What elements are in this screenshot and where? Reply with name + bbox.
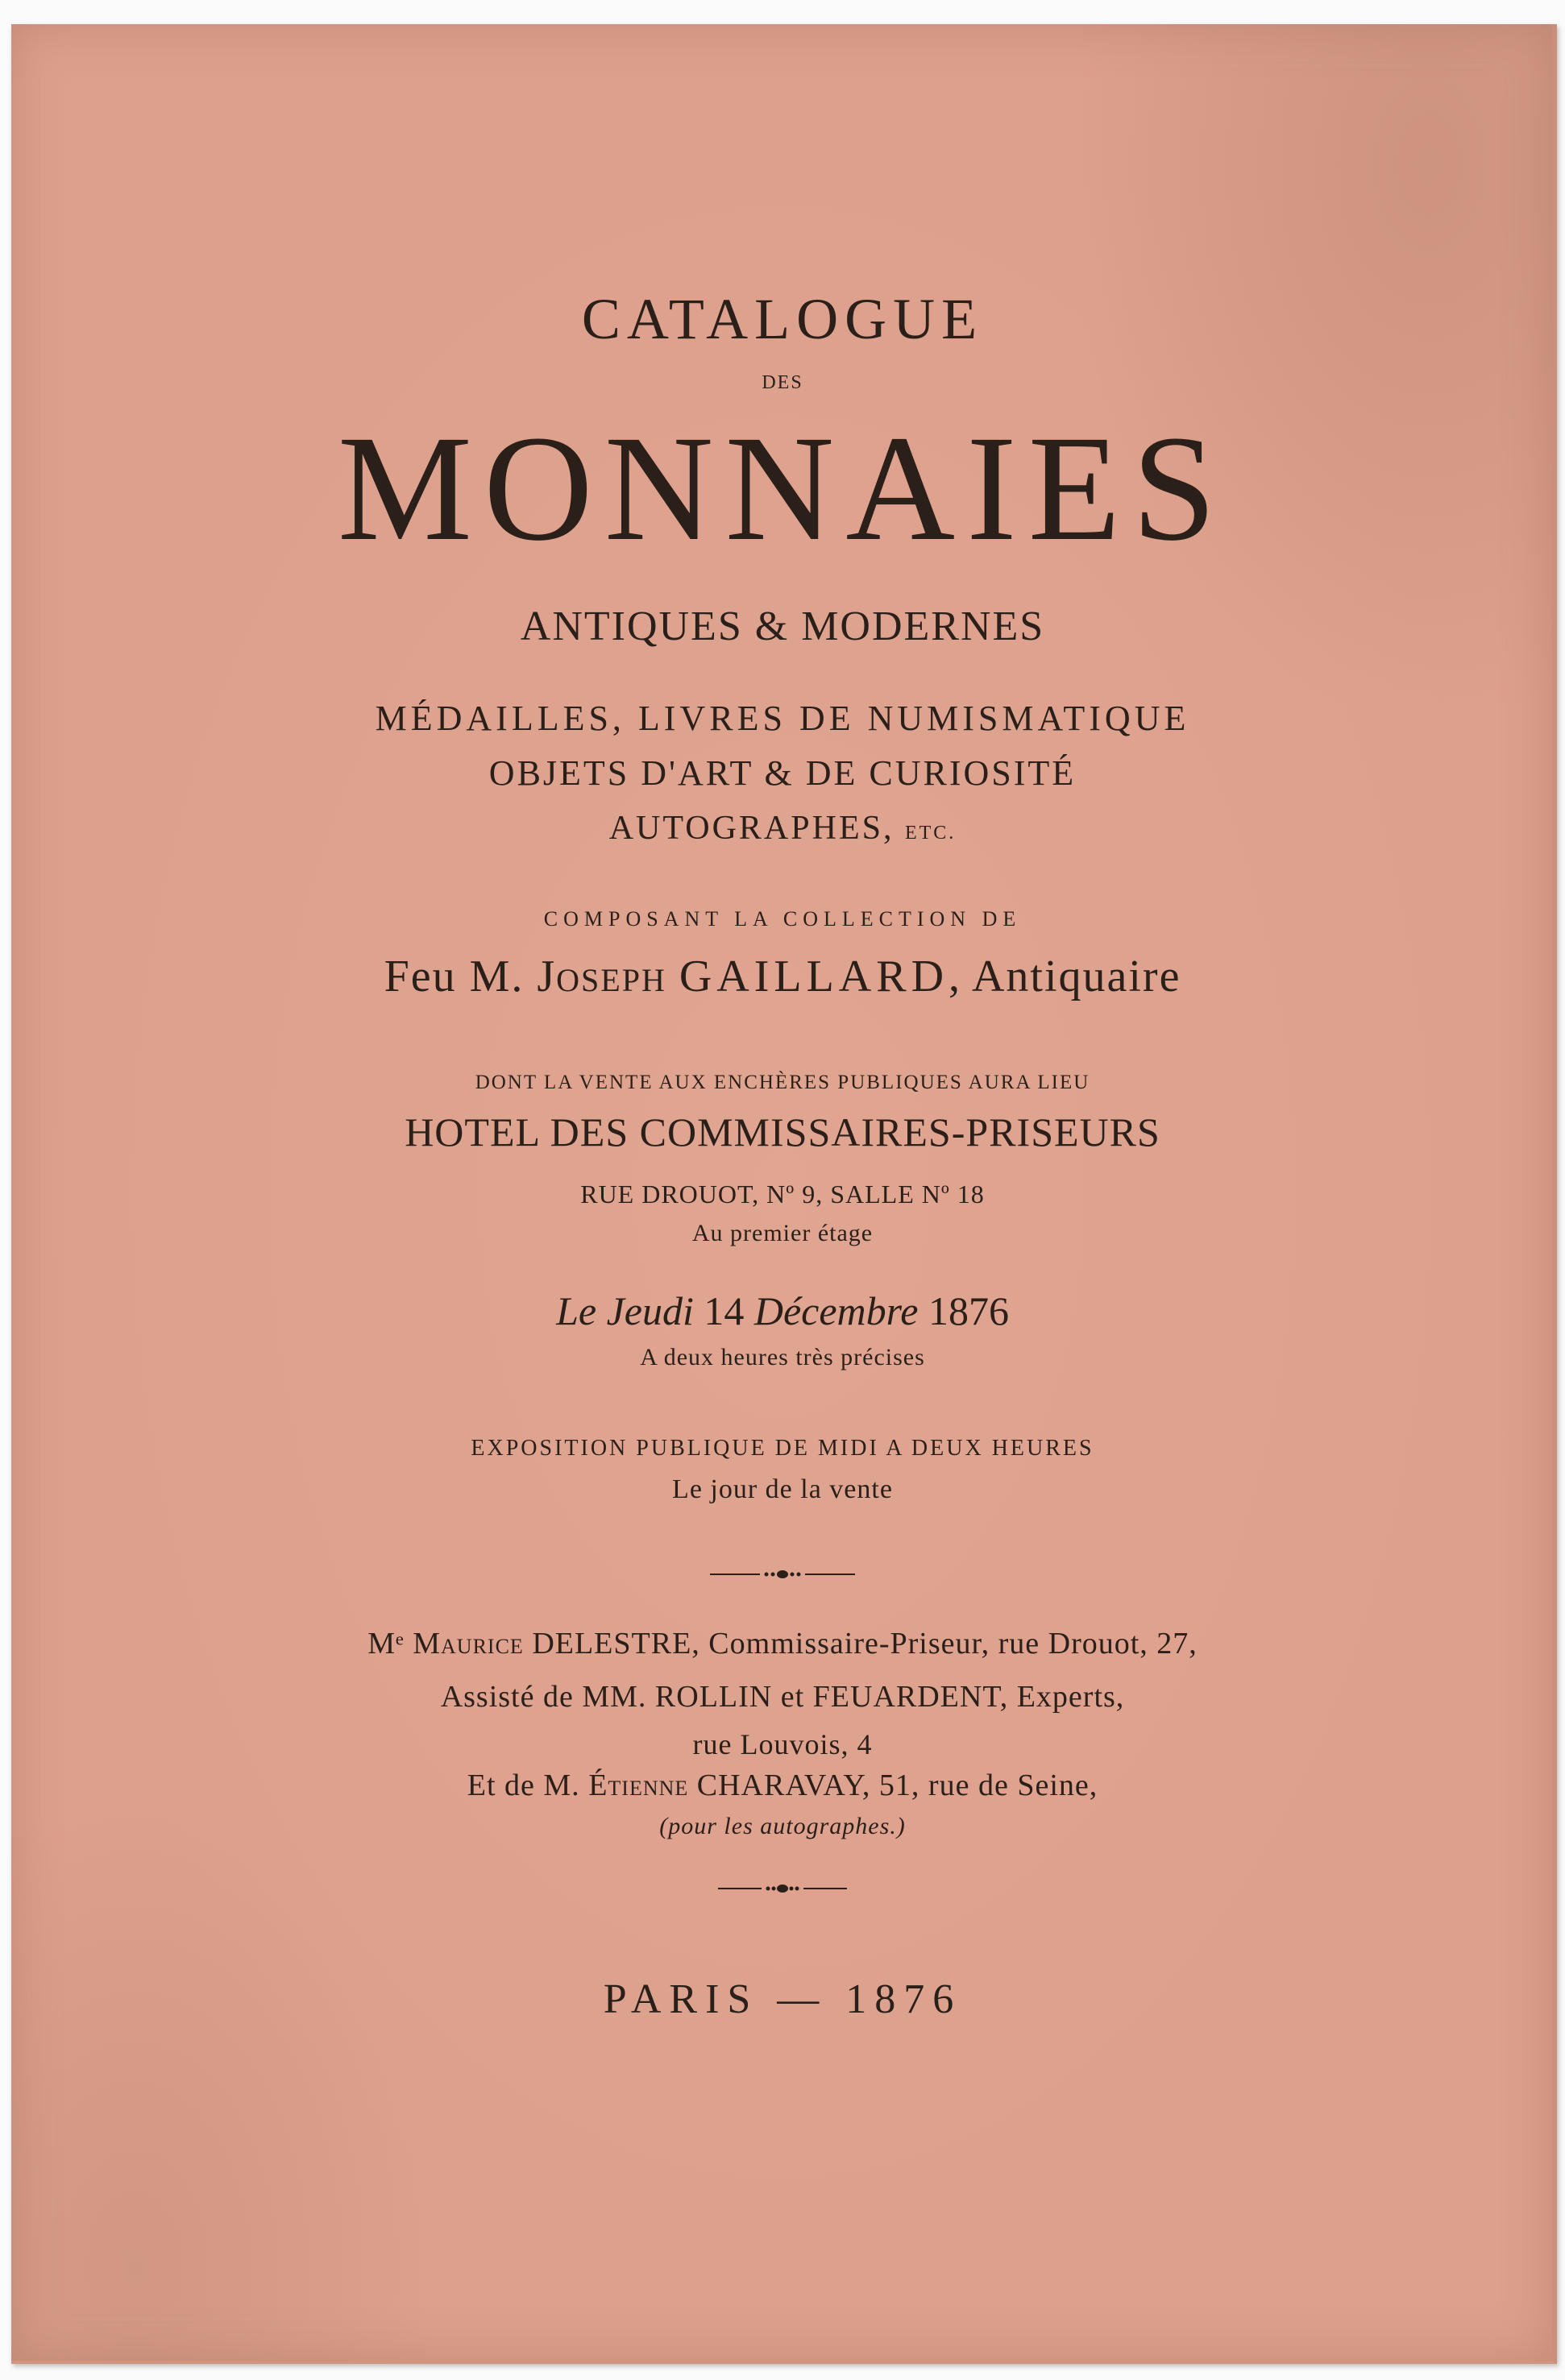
exposition: EXPOSITION PUBLIQUE DE MIDI A DEUX HEURES (471, 1436, 1094, 1461)
date-month: Décembre (753, 1288, 919, 1333)
sale-date (0, 1287, 1565, 1334)
owner-surname: GAILLARD (679, 952, 949, 1001)
title-monnaies: MONNAIES (337, 404, 1228, 572)
autograph-expert-prefix: Et de M. (467, 1768, 580, 1802)
autograph-expert-rest: CHARAVAY, 51, rue de Seine, (696, 1768, 1098, 1802)
contents-line-2: OBJETS D'ART & DE CURIOSITÉ (488, 753, 1077, 793)
auctioneer-first-rest: AURICE (441, 1635, 524, 1658)
ornament-flourish-icon (702, 1566, 863, 1582)
autograph-expert-line (0, 1768, 1565, 1803)
autograph-note: (pour les autographes.) (659, 1813, 906, 1839)
composant-line: COMPOSANT LA COLLECTION DE (543, 907, 1022, 931)
date-weekday: Le Jeudi (556, 1288, 694, 1333)
contents-autographes: AUTOGRAPHES, (608, 810, 895, 847)
sale-intro: DONT LA VENTE AUX ENCHÈRES PUBLIQUES AURA LIEU (475, 1072, 1090, 1093)
experts-line-2: rue Louvois, 4 (692, 1728, 873, 1760)
title-catalogue: CATALOGUE (581, 287, 984, 351)
date-year: 1876 (928, 1288, 1009, 1333)
owner-first-rest: OSEPH (556, 962, 666, 998)
title-des: DES (762, 372, 803, 393)
owner-prefix: Feu M. (384, 952, 525, 1001)
contents-line-1: MÉDAILLES, LIVRES DE NUMISMATIQUE (375, 699, 1190, 738)
address: RUE DROUOT, Nº 9, SALLE Nº 18 (580, 1180, 985, 1209)
owner-line (0, 951, 1565, 1002)
auctioneer-prefix: Mᵉ (367, 1627, 405, 1661)
auctioneer-rest: DELESTRE, Commissaire-Priseur, rue Drouot, 27, (532, 1627, 1198, 1661)
auctioneer-first-initial: M (413, 1627, 442, 1661)
venue: HOTEL DES COMMISSAIRES-PRISEURS (405, 1109, 1160, 1155)
floor: Au premier étage (691, 1220, 874, 1246)
auctioneer-line (0, 1626, 1565, 1661)
contents-etc: ETC. (904, 823, 957, 844)
exposition-day: Le jour de la vente (672, 1474, 893, 1504)
contents-line-3 (0, 809, 1565, 848)
subtitle-antiques-modernes: ANTIQUES & MODERNES (520, 603, 1045, 649)
ornament-divider-2 (0, 1880, 1565, 1897)
experts-line-1: Assisté de MM. ROLLIN et FEUARDENT, Experts, (440, 1680, 1125, 1714)
date-day: 14 (704, 1288, 745, 1333)
imprint: PARIS — 1876 (603, 1976, 962, 2022)
owner-first-initial: J (537, 952, 557, 1001)
ornament-divider-1 (0, 1566, 1565, 1582)
ornament-flourish-icon (702, 1880, 863, 1897)
autograph-expert-first-rest: TIENNE (608, 1777, 689, 1800)
owner-title: , Antiquaire (949, 952, 1181, 1001)
autograph-expert-initial: É (588, 1768, 608, 1802)
sale-time: A deux heures très précises (640, 1344, 925, 1370)
